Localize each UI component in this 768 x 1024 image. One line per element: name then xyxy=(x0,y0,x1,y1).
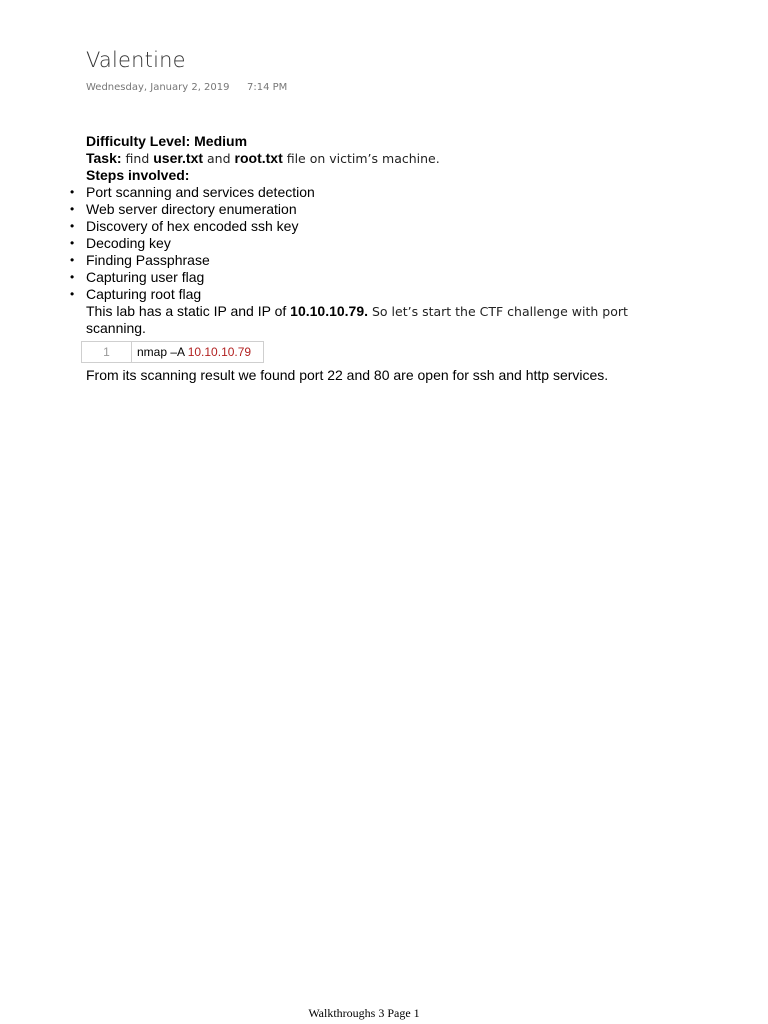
list-item: • Web server directory enumeration xyxy=(86,201,686,218)
code-command: nmap –A xyxy=(137,345,188,359)
list-item: • Decoding key xyxy=(86,235,686,252)
steps-list xyxy=(86,184,686,303)
code-ip: 10.10.10.79 xyxy=(187,345,252,359)
intro-text-2: So let’s start the CTF challenge with port xyxy=(368,304,628,319)
list-item: • Capturing root flag xyxy=(86,286,686,303)
list-item: • Port scanning and services detection xyxy=(86,184,686,201)
task-text-3: file on victim’s machine. xyxy=(282,151,440,166)
task-file-user: user.txt xyxy=(153,150,204,166)
difficulty-line: Difficulty Level: Medium xyxy=(86,133,248,149)
steps-heading: Steps involved: xyxy=(86,167,190,183)
intro-paragraph xyxy=(86,303,686,337)
task-file-root: root.txt xyxy=(234,150,283,166)
intro-text-1: This lab has a static IP and IP of xyxy=(86,303,291,319)
task-text-1: find xyxy=(121,151,154,166)
page-content xyxy=(86,133,686,384)
task-line xyxy=(86,150,686,167)
intro-text-3: scanning. xyxy=(86,320,146,336)
page-title: Valentine xyxy=(86,48,186,72)
page-time: 7:14 PM xyxy=(247,82,288,93)
list-item: • Discovery of hex encoded ssh key xyxy=(86,218,686,235)
result-paragraph: From its scanning result we found port 22 and 80 are open for ssh and http services. xyxy=(86,367,609,383)
task-text-2: and xyxy=(203,151,235,166)
code-command-line xyxy=(132,342,251,362)
list-item: • Finding Passphrase xyxy=(86,252,686,269)
list-item: • Capturing user flag xyxy=(86,269,686,286)
code-block xyxy=(81,341,264,363)
intro-ip: 10.10.10.79. xyxy=(290,303,369,319)
code-line-number: 1 xyxy=(82,342,132,362)
task-label: Task: xyxy=(86,150,122,166)
page-date: Wednesday, January 2, 2019 xyxy=(86,82,230,93)
page-footer: Walkthroughs 3 Page 1 xyxy=(308,1006,420,1020)
